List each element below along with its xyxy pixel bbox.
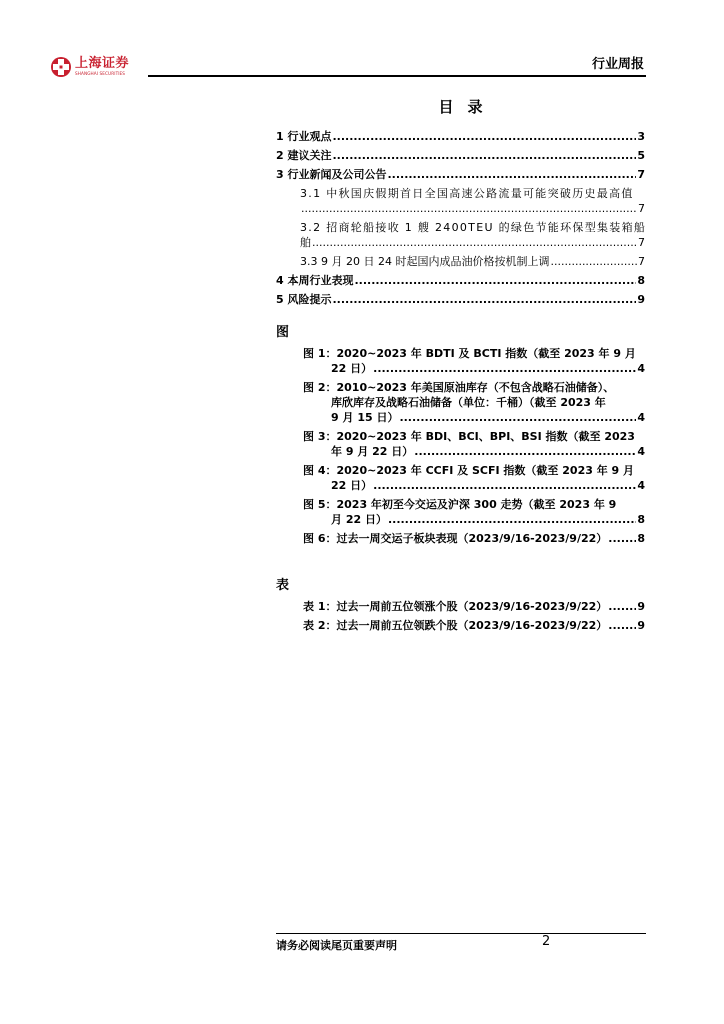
figure-entry-2[interactable]	[276, 380, 645, 425]
figure-entry-page: 8	[637, 532, 645, 545]
toc-entry-label: 2 建议关注	[276, 149, 332, 162]
toc-entry-3[interactable]	[276, 167, 645, 182]
dot-leader	[332, 292, 636, 307]
footer-disclaimer: 请务必阅读尾页重要声明	[276, 939, 397, 952]
dot-leader	[608, 618, 636, 633]
toc-title: 目录	[438, 98, 497, 116]
toc-subentry-page: 7	[638, 236, 645, 249]
toc-subentry-3-1[interactable]	[276, 186, 645, 216]
toc-entry-label: 1 行业观点	[276, 130, 332, 143]
dot-leader	[332, 129, 636, 144]
figure-entry-page: 4	[637, 411, 645, 424]
dot-leader	[354, 273, 636, 288]
figure-entry-label: 图 6：过去一周交运子板块表现（2023/9/16-2023/9/22）	[303, 532, 608, 545]
report-type: 行业周报	[591, 57, 644, 72]
table-entry-label: 表 1：过去一周前五位领涨个股（2023/9/16-2023/9/22）	[303, 600, 608, 613]
dot-leader	[399, 410, 636, 425]
toc-entry-label: 4 本周行业表现	[276, 274, 354, 287]
dot-leader	[608, 531, 636, 546]
toc-subentry-3-2[interactable]	[276, 220, 645, 250]
dot-leader	[387, 167, 636, 182]
figure-entry-label: 图 1：2020~2023 年 BDTI 及 BCTI 指数（截至 2023 年 9 月	[303, 347, 636, 360]
figure-entry-page: 4	[637, 479, 645, 492]
dot-leader	[414, 444, 636, 459]
logo-chinese-name: 上海证券	[75, 56, 130, 72]
dot-leader	[388, 512, 636, 527]
toc-subentry-label: 3.2 招商轮船接收 1 艘 2400TEU 的绿色节能环保型集装箱船	[300, 221, 647, 234]
figure-entry-label: 图 2：2010~2023 年美国原油库存（不包含战略石油储备）、	[303, 381, 615, 394]
figure-entry-label: 图 5：2023 年初至今交运及沪深 300 走势（截至 2023 年 9	[303, 498, 617, 511]
figure-entry-label: 图 4：2020~2023 年 CCFI 及 SCFI 指数（截至 2023 年 9 月	[303, 464, 635, 477]
figure-entry-label-cont: 年 9 月 22 日）	[331, 445, 414, 458]
figures-heading: 图	[276, 325, 290, 340]
toc-entry-2[interactable]	[276, 148, 645, 163]
toc-subentry-page: 7	[638, 255, 645, 268]
toc-entry-page: 5	[637, 149, 645, 162]
dot-leader	[608, 599, 636, 614]
figure-entry-4[interactable]	[276, 463, 645, 493]
dot-leader	[312, 235, 637, 250]
figure-entry-label-cont: 月 22 日）	[331, 513, 387, 526]
logo-english-name: SHANGHAI SECURITIES	[75, 71, 126, 77]
figure-entry-6[interactable]	[276, 531, 645, 546]
figure-entry-page: 8	[637, 513, 645, 526]
figure-entry-page: 4	[637, 362, 645, 375]
company-logo	[50, 56, 129, 78]
table-entry-page: 9	[637, 619, 645, 632]
table-of-contents	[276, 94, 645, 637]
dot-leader	[550, 254, 637, 269]
figure-entry-label-cont: 9 月 15 日）	[331, 411, 399, 424]
header-divider	[148, 75, 646, 77]
toc-entry-page: 7	[637, 168, 645, 181]
table-entry-label: 表 2：过去一周前五位领跌个股（2023/9/16-2023/9/22）	[303, 619, 608, 632]
toc-entry-page: 8	[637, 274, 645, 287]
page-number: 2	[542, 934, 551, 949]
toc-entry-4[interactable]	[276, 273, 645, 288]
figure-entry-label-cont: 22 日）	[331, 362, 373, 375]
figure-entry-3[interactable]	[276, 429, 645, 459]
table-entry-1[interactable]	[276, 599, 645, 614]
footer-divider	[276, 933, 646, 934]
toc-entry-page: 9	[637, 293, 645, 306]
figure-entry-5[interactable]	[276, 497, 645, 527]
tables-heading: 表	[276, 578, 290, 593]
figure-entry-label: 图 3：2020~2023 年 BDI、BCI、BPI、BSI 指数（截至 2023	[303, 430, 635, 443]
toc-entry-page: 3	[637, 130, 645, 143]
dot-leader	[373, 478, 636, 493]
table-entry-page: 9	[637, 600, 645, 613]
toc-entry-label: 5 风险提示	[276, 293, 332, 306]
toc-entry-label: 3 行业新闻及公司公告	[276, 168, 387, 181]
dot-leader	[301, 201, 637, 216]
figure-entry-1[interactable]	[276, 346, 645, 376]
figure-entry-page: 4	[637, 445, 645, 458]
toc-subentry-3-3[interactable]	[276, 254, 645, 269]
table-entry-2[interactable]	[276, 618, 645, 633]
toc-subentry-label: 3.3 9 月 20 日 24 时起国内成品油价格按机制上调	[300, 255, 550, 268]
dot-leader	[373, 361, 636, 376]
toc-entry-1[interactable]	[276, 129, 645, 144]
figure-entry-label-cont: 库欣库存及战略石油储备（单位：千桶）（截至 2023 年	[331, 396, 606, 409]
toc-entry-5[interactable]	[276, 292, 645, 307]
dot-leader	[332, 148, 636, 163]
toc-subentry-label: 3.1 中秋国庆假期首日全国高速公路流量可能突破历史最高值	[300, 187, 634, 200]
toc-subentry-label-cont: 舶	[300, 236, 311, 249]
toc-subentry-page: 7	[638, 202, 645, 215]
figure-entry-label-cont: 22 日）	[331, 479, 373, 492]
shanghai-securities-logo-icon	[50, 56, 72, 78]
